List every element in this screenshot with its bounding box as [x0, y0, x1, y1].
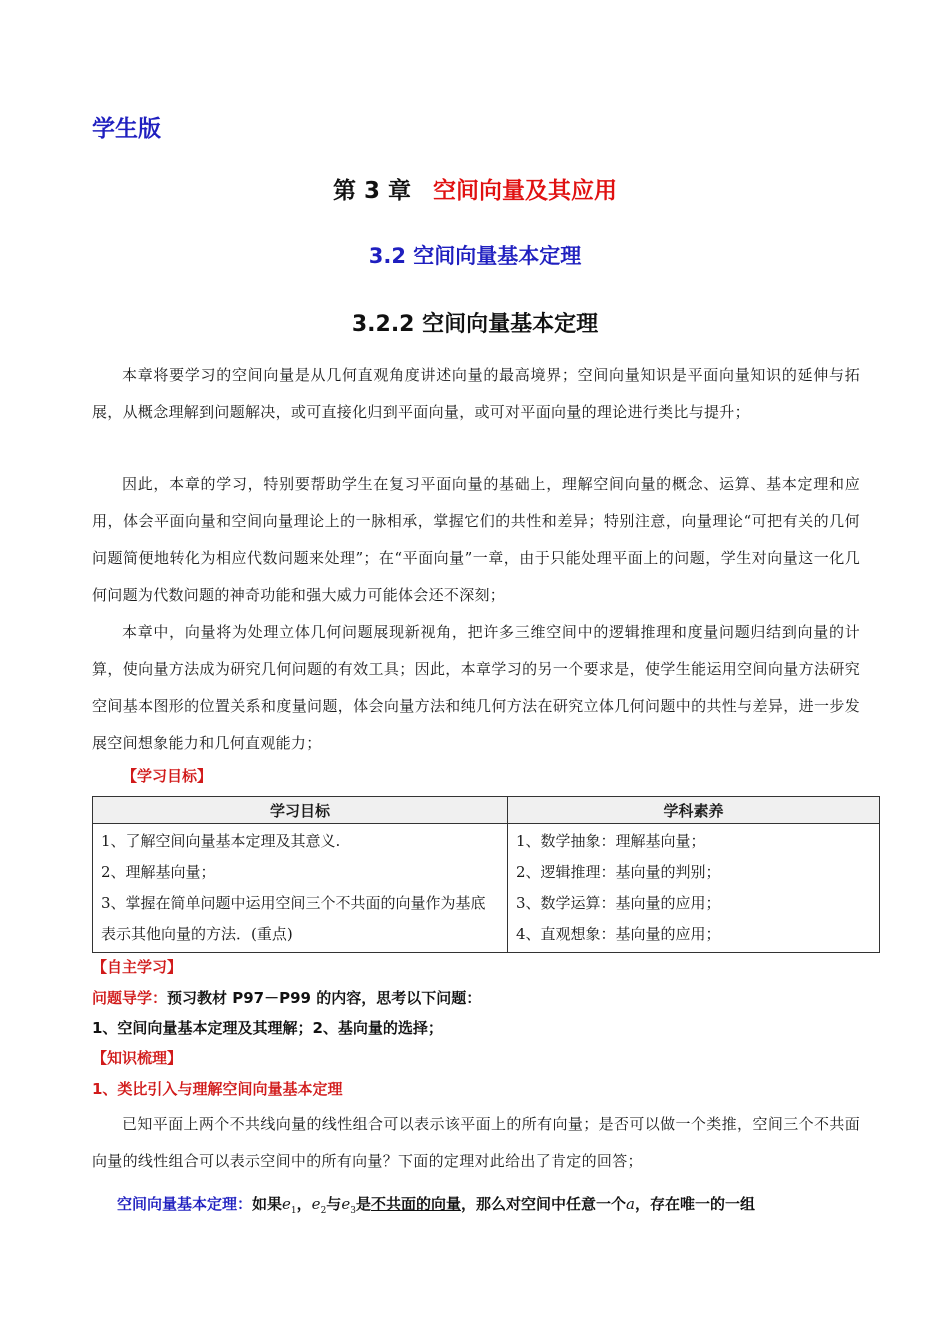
analogy-paragraph: 已知平面上两个不共线向量的线性组合可以表示该平面上的所有向量；是否可以做一个类推，空间三个不共面向量的线性组合可以表示空间中的所有向量？下面的定理对此给出了肯定的回答；: [92, 1115, 860, 1170]
goal-item: 2、理解基向量；: [101, 863, 216, 881]
goal-item: 1、了解空间向量基本定理及其意义.: [101, 832, 341, 850]
literacy-item: 3、数学运算：基向量的应用；: [516, 894, 721, 912]
section-title: 3.2 空间向量基本定理: [368, 244, 582, 268]
subsection-title: 3.2.2 空间向量基本定理: [351, 312, 599, 337]
vector-a: a: [625, 1195, 635, 1213]
goals-column-left: [93, 824, 508, 953]
knowledge-item-title: 1、类比引入与理解空间向量基本定理: [92, 1080, 343, 1098]
theorem-line: 空间向量基本定理：如果$e_1$，$e_2$与$e_3$是不共面的向量，那么对空间中任意一个a，存在唯一的一组: [117, 1195, 755, 1216]
vector-e1: $e_1$: [282, 1195, 297, 1216]
intro-paragraph-1: 本章将要学习的空间向量是从几何直观角度讲述向量的最高境界；空间向量知识是平面向量知识的延伸与拓展，从概念理解到问题解决，或可直接化归到平面向量，或可对平面向量的理论进行类比与提升；: [92, 366, 860, 421]
goal-item: 3、掌握在简单问题中运用空间三个不共面的向量作为基底表示其他向量的方法．(重点): [101, 894, 486, 943]
chapter-name: 空间向量及其应用: [433, 178, 618, 204]
self-study-heading: 【自主学习】: [92, 958, 183, 976]
edition-label: 学生版: [92, 116, 161, 142]
goals-header-right: 学科素养: [508, 797, 880, 824]
knowledge-heading: 【知识梳理】: [92, 1049, 183, 1067]
literacy-item: 1、数学抽象：理解基向量；: [516, 832, 706, 850]
goals-heading: 【学习目标】: [122, 767, 213, 785]
chapter-title: [0, 172, 950, 205]
vector-e2: $e_2$: [311, 1195, 327, 1216]
goals-header-left: 学习目标: [93, 797, 508, 824]
guide-label: 问题导学：: [92, 989, 168, 1007]
intro-paragraph-3: 本章中，向量将为处理立体几何问题展现新视角，把许多三维空间中的逻辑推理和度量问题归结到向量的计算，使向量方法成为研究几何问题的有效工具；因此，本章学习的另一个要求是，使学生能运用空间向量方法研究空间基本图形的位置关系和度量问题，体会向量方法和纯几何方法在研究立体几何问题中的共性与差异，进一步发展空间想象能力和几何直观能力；: [92, 623, 860, 752]
guide-text: 预习教材 P97－P99 的内容，思考以下问题：: [167, 989, 482, 1007]
goals-column-right: [508, 824, 880, 953]
literacy-item: 2、逻辑推理：基向量的判别；: [516, 863, 721, 881]
literacy-item: 4、直观想象：基向量的应用；: [516, 925, 721, 943]
intro-paragraph-2: 因此，本章的学习，特别要帮助学生在复习平面向量的基础上，理解空间向量的概念、运算、基本定理和应用，体会平面向量和空间向量理论上的一脉相承，掌握它们的共性和差异；特别注意，向量理论“可把有关的几何问题简便地转化为相应代数问题来处理”；在“平面向量”一章，由于只能处理平面上的问题，学生对向量这一化几何问题为代数问题的神奇功能和强大威力可能体会还不深刻；: [92, 475, 860, 604]
vector-e3: $e_3$: [341, 1195, 356, 1216]
chapter-number: 第 3 章: [332, 178, 412, 204]
theorem-label: 空间向量基本定理：: [117, 1195, 253, 1213]
noncoplanar-term: 不共面的向量: [370, 1195, 461, 1213]
guide-line: [92, 987, 481, 1008]
questions-line: 1、空间向量基本定理及其理解；2、基向量的选择；: [92, 1019, 443, 1037]
goals-table: [92, 796, 880, 953]
